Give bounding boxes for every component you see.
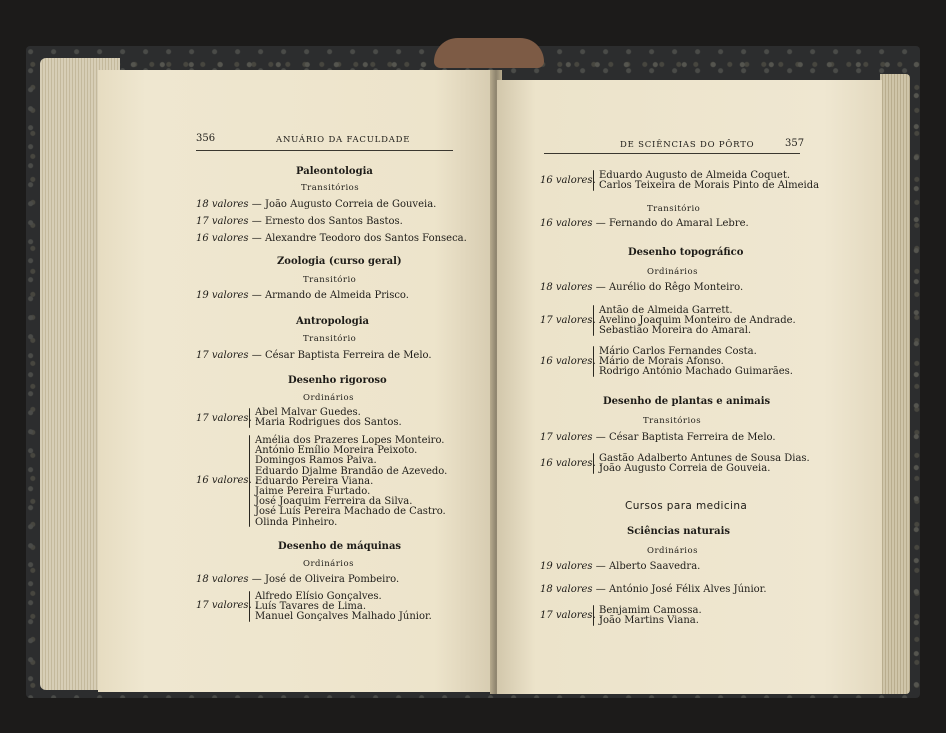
right-page-edges: [880, 74, 910, 694]
name-group: [599, 347, 793, 378]
spine-headband: [434, 38, 544, 68]
group-grade: 16 valores. .: [540, 356, 603, 367]
brace: [593, 170, 594, 191]
student-name: Antão de Almeida Garrett.: [599, 305, 733, 316]
section-subtitle: Transitório: [303, 334, 357, 344]
brace: [249, 435, 250, 527]
page-number: 356: [196, 133, 216, 144]
student-name: José Luís Pereira Machado de Castro.: [255, 506, 446, 518]
name-group: [599, 606, 702, 626]
section-title: Paleontologia: [296, 166, 373, 177]
grade-line: 17 valores — Ernesto dos Santos Bastos.: [196, 216, 403, 227]
brace: [593, 453, 594, 474]
name-group: [255, 592, 432, 623]
section-title: Antropologia: [296, 316, 369, 327]
section-subtitle: Transitórios: [643, 416, 702, 426]
header-rule: [544, 153, 800, 154]
brace: [593, 605, 594, 626]
student-name: Gastão Adalberto Antunes de Sousa Dias.: [599, 453, 810, 464]
grade-line: 18 valores — João Augusto Correia de Gouveia.: [196, 199, 437, 210]
brace: [249, 408, 250, 428]
student-name: Maria Rodrigues dos Santos.: [255, 417, 402, 429]
section-subtitle: Ordinários: [647, 267, 698, 277]
name-group: [599, 306, 796, 337]
brace: [249, 591, 250, 622]
section-subtitle: Ordinários: [303, 559, 354, 569]
student-name: Olinda Pinheiro.: [255, 516, 338, 528]
student-name: Avelino Joaquim Monteiro de Andrade.: [599, 315, 796, 327]
section-subtitle: Transitório: [647, 204, 701, 214]
grade-line: 17 valores — César Baptista Ferreira de Melo.: [540, 432, 776, 443]
student-name: Eduardo Djalme Brandão de Azevedo.: [255, 465, 448, 477]
student-name: Manuel Gonçalves Malhado Júnior.: [255, 611, 432, 623]
part-title: Cursos para medicina: [625, 500, 748, 512]
student-name: Carlos Teixeira de Morais Pinto de Almeida: [599, 180, 820, 192]
grade-line: 18 valores — Aurélio do Rêgo Monteiro.: [540, 282, 744, 293]
header-rule: [196, 150, 453, 151]
student-name: José Joaquim Ferreira da Silva.: [255, 496, 413, 508]
student-name: António Emílio Moreira Peixoto.: [255, 445, 418, 457]
student-name: Alfredo Elísio Gonçalves.: [255, 591, 382, 602]
student-name: Mário Carlos Fernandes Costa.: [599, 346, 757, 357]
group-grade: 16 valores. .: [540, 458, 603, 469]
section-title: Sciências naturais: [627, 526, 731, 537]
name-group: [255, 436, 447, 528]
grade-line: 18 valores — António José Félix Alves Júnior.: [540, 584, 767, 595]
group-grade: 17 valores. .: [196, 413, 259, 424]
grade-line: 16 valores — Alexandre Teodoro dos Santos Fonseca.: [196, 233, 467, 244]
student-name: Amélia dos Prazeres Lopes Monteiro.: [255, 435, 445, 446]
student-name: João Martins Viana.: [599, 615, 699, 627]
grade-line: 16 valores — Fernando do Amaral Lebre.: [540, 218, 749, 229]
brace: [593, 305, 594, 336]
student-name: Benjamim Camossa.: [599, 605, 702, 616]
student-name: Jaime Pereira Furtado.: [255, 486, 371, 498]
brace: [593, 346, 594, 377]
student-name: Luís Tavares de Lima.: [255, 601, 367, 613]
name-group: [599, 454, 810, 474]
page-number: 357: [785, 138, 805, 149]
name-group: [255, 408, 402, 428]
student-name: Abel Malvar Guedes.: [255, 407, 361, 418]
group-grade: 17 valores. .: [196, 600, 259, 611]
student-name: Eduardo Augusto de Almeida Coquet.: [599, 170, 791, 181]
grade-line: 19 valores — Armando de Almeida Prisco.: [196, 290, 409, 301]
section-title: Desenho topográfico: [628, 247, 744, 258]
section-title: Desenho de plantas e animais: [603, 396, 771, 407]
right-page: [497, 80, 882, 694]
grade-line: 19 valores — Alberto Saavedra.: [540, 561, 701, 572]
group-grade: 17 valores. .: [540, 315, 603, 326]
group-grade: 16 valores. .: [540, 175, 603, 186]
student-name: Mário de Morais Afonso.: [599, 356, 724, 368]
section-subtitle: Transitório: [303, 275, 357, 285]
running-header: DE SCIÊNCIAS DO PÔRTO: [620, 140, 755, 150]
section-subtitle: Ordinários: [303, 393, 354, 403]
section-subtitle: Ordinários: [647, 546, 698, 556]
student-name: João Augusto Correia de Gouveia.: [599, 463, 771, 475]
grade-line: 17 valores — César Baptista Ferreira de Melo.: [196, 350, 432, 361]
section-subtitle: Transitórios: [301, 183, 360, 193]
student-name: Eduardo Pereira Viana.: [255, 475, 374, 487]
student-name: Domingos Ramos Paiva.: [255, 455, 377, 467]
group-grade: 16 valores. .: [196, 475, 259, 486]
section-title: Desenho de máquinas: [278, 541, 402, 552]
student-name: Sebastião Moreira do Amaral.: [599, 325, 752, 337]
grade-line: 18 valores — José de Oliveira Pombeiro.: [196, 574, 400, 585]
group-grade: 17 valores. .: [540, 610, 603, 621]
left-page: [98, 70, 494, 692]
section-title: Desenho rigoroso: [288, 375, 387, 386]
running-header: ANUÁRIO DA FACULDADE: [276, 135, 411, 145]
name-group: [599, 171, 819, 191]
student-name: Rodrigo António Machado Guimarães.: [599, 366, 793, 378]
section-title: Zoologia (curso geral): [277, 256, 402, 267]
